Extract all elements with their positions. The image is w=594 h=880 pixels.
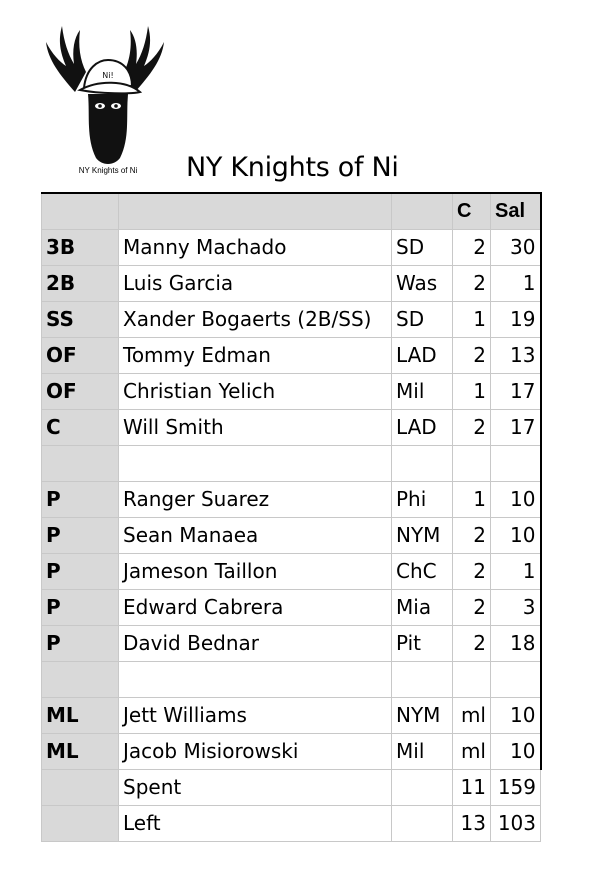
contract-cell: 1 [453,373,491,409]
header-salary: Sal [491,193,541,229]
player-name-cell: David Bednar [119,625,392,661]
header-pos [42,193,119,229]
salary-cell: 13 [491,337,541,373]
contract-cell [453,445,491,481]
contract-cell: 2 [453,625,491,661]
player-name-cell: Sean Manaea [119,517,392,553]
position-cell: 2B [42,265,119,301]
table-row [42,265,541,301]
team-cell: LAD [392,337,453,373]
team-logo [40,20,170,180]
header-team [392,193,453,229]
totals-pos-cell [42,805,119,841]
totals-contract-cell: 11 [453,769,491,805]
position-cell: 3B [42,229,119,265]
salary-cell: 1 [491,553,541,589]
team-cell: Mia [392,589,453,625]
player-name-cell: Jett Williams [119,697,392,733]
team-cell: SD [392,229,453,265]
player-name-cell: Jameson Taillon [119,553,392,589]
totals-row [42,805,541,841]
player-name-cell: Tommy Edman [119,337,392,373]
table-row [42,733,541,769]
header-row [42,193,541,229]
table-row [42,373,541,409]
totals-label-cell: Spent [119,769,392,805]
table-row [42,697,541,733]
salary-cell: 17 [491,373,541,409]
salary-cell: 30 [491,229,541,265]
player-name-cell: Edward Cabrera [119,589,392,625]
player-name-cell: Ranger Suarez [119,481,392,517]
contract-cell: ml [453,697,491,733]
salary-cell: 17 [491,409,541,445]
header-contract: C [453,193,491,229]
table-row [42,409,541,445]
header-name [119,193,392,229]
team-cell: NYM [392,517,453,553]
salary-cell: 10 [491,733,541,769]
contract-cell: ml [453,733,491,769]
contract-cell: 2 [453,517,491,553]
player-name-cell: Jacob Misiorowski [119,733,392,769]
salary-cell: 10 [491,697,541,733]
team-title: NY Knights of Ni [186,152,399,183]
table-row [42,481,541,517]
svg-text:Ni!: Ni! [102,71,114,80]
logo-caption: NY Knights of Ni [78,166,138,175]
table-row [42,625,541,661]
position-cell: SS [42,301,119,337]
table-row [42,517,541,553]
knight-antler-logo-icon [40,20,170,170]
contract-cell: 1 [453,301,491,337]
salary-cell: 19 [491,301,541,337]
totals-contract-cell: 13 [453,805,491,841]
player-name-cell: Luis Garcia [119,265,392,301]
totals-team-cell [392,769,453,805]
salary-cell [491,661,541,697]
salary-cell: 10 [491,481,541,517]
contract-cell: 2 [453,409,491,445]
table-row [42,337,541,373]
team-cell: ChC [392,553,453,589]
position-cell [42,445,119,481]
salary-cell: 3 [491,589,541,625]
position-cell: ML [42,733,119,769]
position-cell: P [42,553,119,589]
team-cell: LAD [392,409,453,445]
table-row [42,661,541,697]
totals-row [42,769,541,805]
totals-label-cell: Left [119,805,392,841]
team-cell: Mil [392,373,453,409]
totals-salary-cell: 159 [491,769,541,805]
salary-cell: 18 [491,625,541,661]
player-name-cell: Christian Yelich [119,373,392,409]
position-cell [42,661,119,697]
contract-cell: 2 [453,337,491,373]
position-cell: OF [42,373,119,409]
team-cell [392,445,453,481]
table-row [42,589,541,625]
table-row [42,553,541,589]
contract-cell: 2 [453,229,491,265]
contract-cell: 2 [453,589,491,625]
team-cell: Pit [392,625,453,661]
table-row [42,301,541,337]
salary-cell [491,445,541,481]
team-cell: NYM [392,697,453,733]
position-cell: P [42,481,119,517]
contract-cell: 2 [453,553,491,589]
position-cell: C [42,409,119,445]
position-cell: P [42,625,119,661]
player-name-cell: Will Smith [119,409,392,445]
position-cell: P [42,589,119,625]
totals-team-cell [392,805,453,841]
totals-pos-cell [42,769,119,805]
contract-cell: 2 [453,265,491,301]
table-row [42,229,541,265]
position-cell: OF [42,337,119,373]
roster-table [41,192,542,842]
team-cell: Was [392,265,453,301]
totals-salary-cell: 103 [491,805,541,841]
player-name-cell [119,661,392,697]
salary-cell: 1 [491,265,541,301]
player-name-cell [119,445,392,481]
player-name-cell: Xander Bogaerts (2B/SS) [119,301,392,337]
team-cell [392,661,453,697]
table-row [42,445,541,481]
team-cell: Phi [392,481,453,517]
contract-cell [453,661,491,697]
team-cell: Mil [392,733,453,769]
salary-cell: 10 [491,517,541,553]
position-cell: ML [42,697,119,733]
contract-cell: 1 [453,481,491,517]
player-name-cell: Manny Machado [119,229,392,265]
position-cell: P [42,517,119,553]
team-cell: SD [392,301,453,337]
